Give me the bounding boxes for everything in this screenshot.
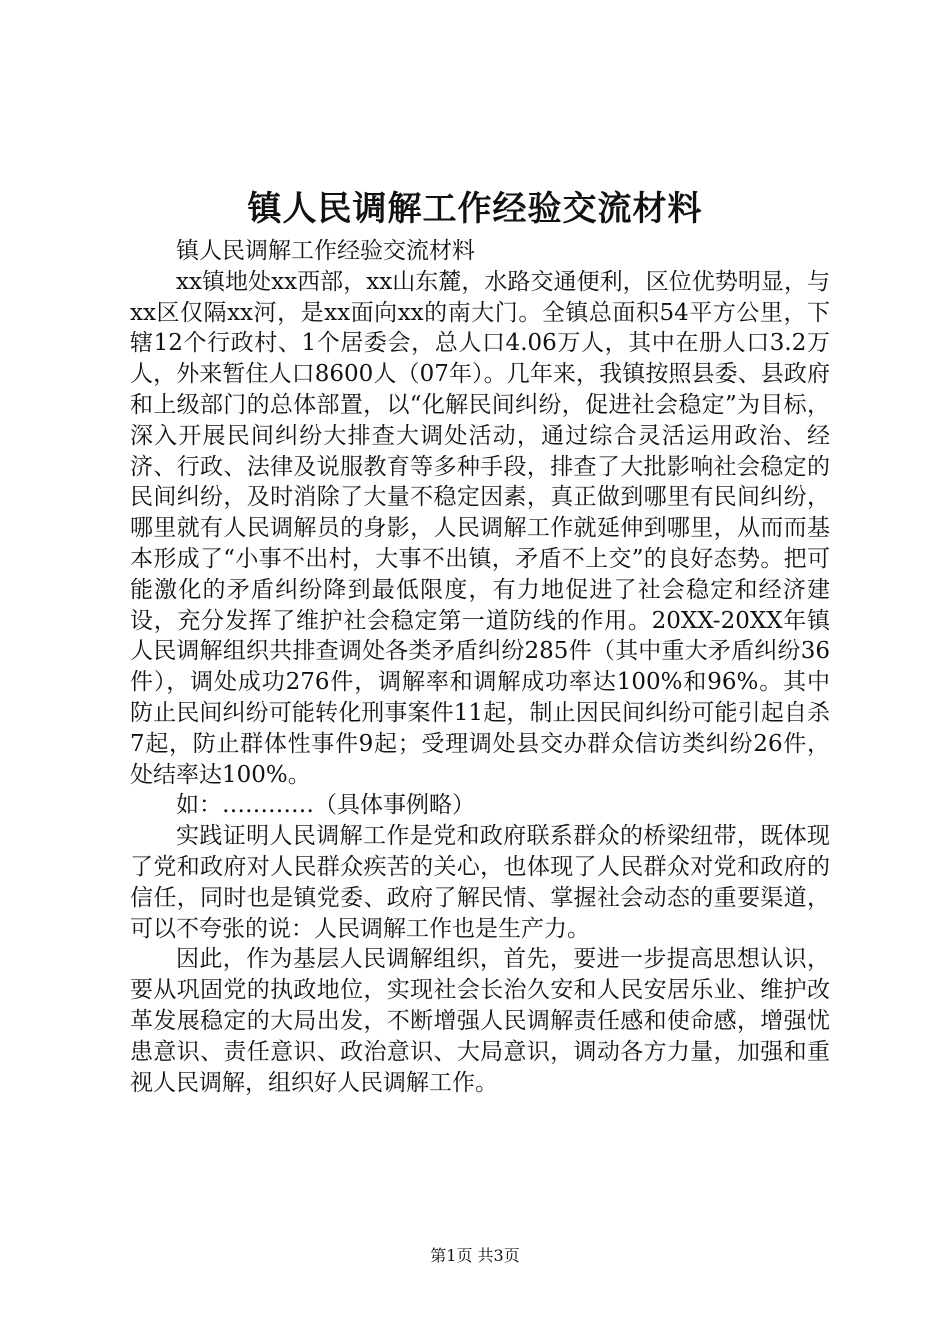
document-body: [130, 236, 830, 1098]
body-paragraph-conclusion: 因此，作为基层人民调解组织，首先，要进一步提高思想认识，要从巩固党的执政地位，实现社会长治久安和人民安居乐业、维护改革发展稳定的大局出发，不断增强人民调解责任感和使命感，增强忧患意识、责任意识、政治意识、大局意识，调动各方力量，加强和重视人民调解，组织好人民调解工作。: [130, 946, 830, 1096]
body-paragraph-practice: 实践证明人民调解工作是党和政府联系群众的桥梁纽带，既体现了党和政府对人民群众疾苦的关心，也体现了人民群众对党和政府的信任，同时也是镇党委、政府了解民情、掌握社会动态的重要渠道，可以不夸张的说：人民调解工作也是生产力。: [130, 823, 830, 942]
body-paragraph-overview: xx镇地处xx西部，xx山东麓，水路交通便利，区位优势明显，与xx区仅隔xx河，是xx面向xx的南大门。全镇总面积54平方公里，下辖12个行政村、1个居委会，总人口4.06万人，其中在册人口3.2万人，外来暂住人口8600人（07年）。几年来，我镇按照县委、县政府和上级部门的总体部置，以“化解民间纠纷，促进社会稳定”为目标，深入开展民间纠纷大排查大调处活动，通过综合灵活运用政治、经济、行政、法律及说服教育等多种手段，排查了大批影响社会稳定的民间纠纷，及时消除了大量不稳定因素，真正做到哪里有民间纠纷，哪里就有人民调解员的身影，人民调解工作就延伸到哪里，从而而基本形成了“小事不出村，大事不出镇，矛盾不上交”的良好态势。把可能激化的矛盾纠纷降到最低限度，有力地促进了社会稳定和经济建设，充分发挥了维护社会稳定第一道防线的作用。20XX-20XX年镇人民调解组织共排查调处各类矛盾纠纷285件（其中重大矛盾纠纷36件），调处成功276件，调解率和调解成功率达100%和96%。其中防止民间纠纷可能转化刑事案件11起，制止因民间纠纷可能引起自杀7起，防止群体性事件9起；受理调处县交办群众信访类纠纷26件，处结率达100%。: [130, 268, 830, 788]
body-paragraph-example: 如：…………（具体事例略）: [176, 792, 475, 819]
page-number-footer: 第1页 共3页: [430, 1246, 520, 1265]
body-paragraph-subtitle: 镇人民调解工作经验交流材料: [176, 238, 475, 264]
document-title: 镇人民调解工作经验交流材料: [247, 189, 703, 229]
